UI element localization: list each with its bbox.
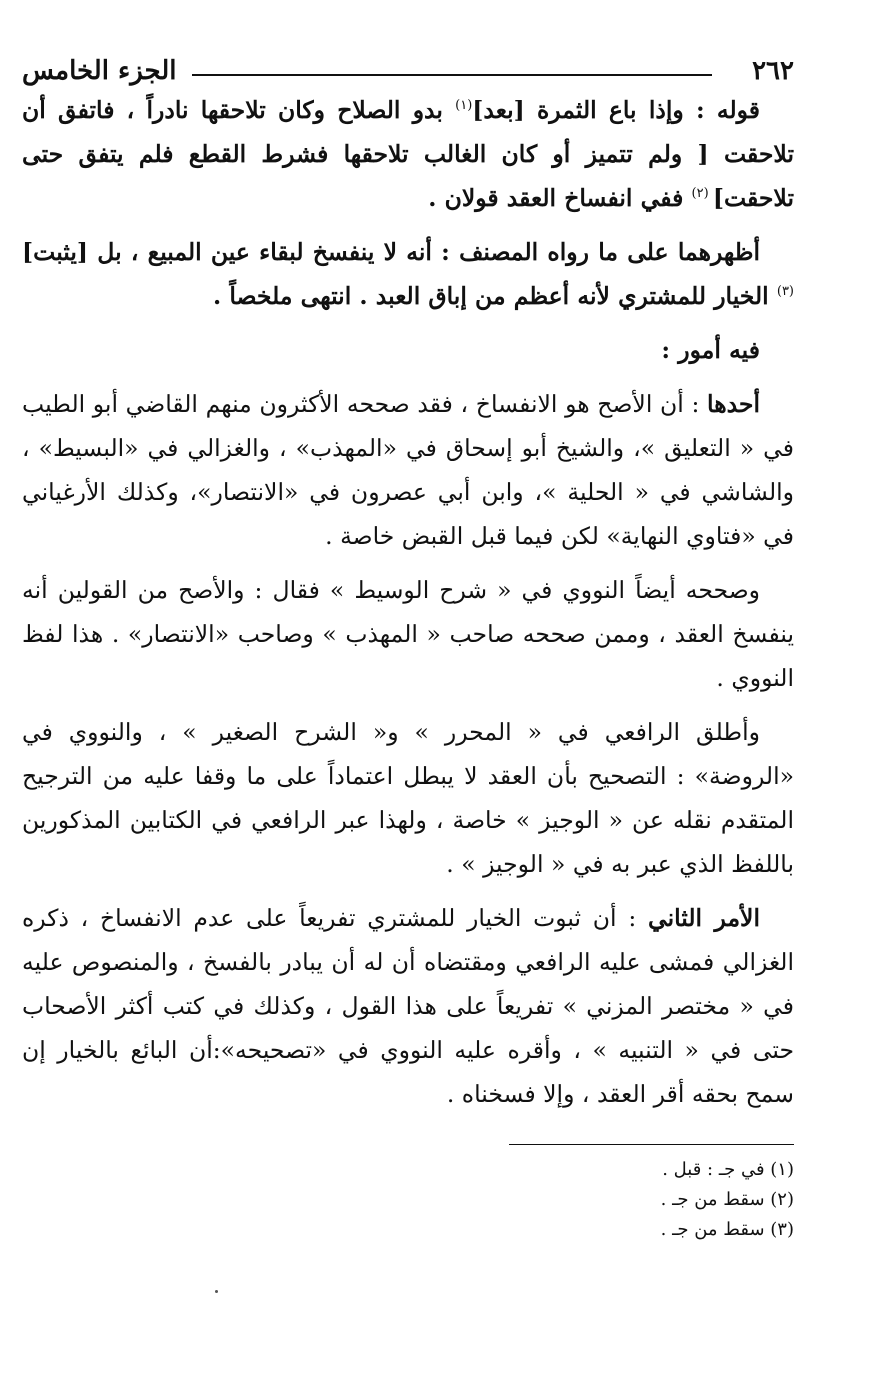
- footnote-ref-2: (٢): [691, 186, 713, 202]
- quote-middle: بدو الصلاح وكان تلاحقها نادراً ، فاتفق أن تلاحقت [ ولم تتميز أو كان الغالب تلاحقها فشرط القطع فلم يتفق حتى تلاحقت]: [22, 96, 794, 212]
- footnote-2: (٢) سقط من جـ .: [660, 1189, 794, 1210]
- page-number: ٢٦٢: [752, 56, 794, 86]
- page-header: [22, 48, 794, 88]
- paragraph-summary: [22, 230, 794, 318]
- first-issue-lead: أحدها: [707, 390, 760, 418]
- second-issue-text: : أن ثبوت الخيار للمشتري تفريعاً على عدم الانفساخ ، ذكره الغزالي فمشى عليه الرافعي ومقتضاه أن له أن يبادر بالفسخ ، والمنصوص عليه في « مختصر المزني » تفريعاً على هذا القول ، وكذلك في كتب أكثر الأصحاب حتى في « التنبيه » ، وأقره عليه النووي في «تصحيحه»:أن البائع بالخيار إن سمح بحقه أقر العقد ، وإلا فسخناه .: [22, 904, 794, 1108]
- paragraph-quote: [22, 88, 794, 220]
- footnote-3: (٣) سقط من جـ .: [660, 1219, 794, 1240]
- paragraph-rafii: وأطلق الرافعي في « المحرر » و« الشرح الصغير » ، والنووي في «الروضة» : التصحيح بأن العقد لا يبطل اعتماداً على ما وقفا عليه من الترجيح المتقدم نقله عن « الوجيز » خاصة ، ولهذا عبر الرافعي في الكتابين المذكورين باللفظ الذي عبر به في « الوجيز » .: [22, 718, 794, 878]
- paragraph-nawawi: وصححه أيضاً النووي في « شرح الوسيط » فقال : والأصح من القولين أنه ينفسخ العقد ، وممن صححه صاحب « المهذب » وصاحب «الانتصار» . هذا لفظ النووي .: [22, 576, 794, 692]
- summary-end: الخيار للمشتري لأنه أعظم من إباق العبد . انتهى ملخصاً .: [213, 282, 777, 310]
- footnote-ref-1: (١): [455, 98, 473, 114]
- second-issue-lead: الأمر الثاني: [647, 904, 760, 932]
- first-issue-text: : أن الأصح هو الانفساخ ، فقد صححه الأكثرون منهم القاضي أبو الطيب في « التعليق »، والشيخ أبو إسحاق في «المهذب» ، والغزالي في «البسيط» ، والشاشي في « الحلية »، وابن أبي عصرون في «الانتصار»، وكذلك الأرغياني في «فتاوي النهاية» لكن فيما قبل القبض خاصة .: [22, 390, 794, 550]
- footnote-ref-3: (٣): [776, 284, 794, 300]
- footnote-rule: [509, 1144, 794, 1145]
- quote-start: قوله : وإذا باع الثمرة [بعد]: [472, 96, 760, 124]
- paragraph-second-issue: [22, 896, 794, 1116]
- summary-start: أظهرهما على ما رواه المصنف : أنه لا ينفسخ لبقاء عين المبيع ، بل [يثبت]: [22, 238, 760, 266]
- header-rule: [192, 74, 712, 76]
- quote-end: ففي انفساخ العقد قولان .: [428, 184, 692, 212]
- print-speck: [215, 1290, 218, 1293]
- footnote-1: (١) في جـ : قبل .: [662, 1159, 794, 1180]
- book-page: [22, 48, 794, 1245]
- paragraph-first-issue: [22, 382, 794, 558]
- header-title: الجزء الخامس: [22, 56, 177, 86]
- paragraph-issues-heading: فيه أمور :: [661, 336, 760, 364]
